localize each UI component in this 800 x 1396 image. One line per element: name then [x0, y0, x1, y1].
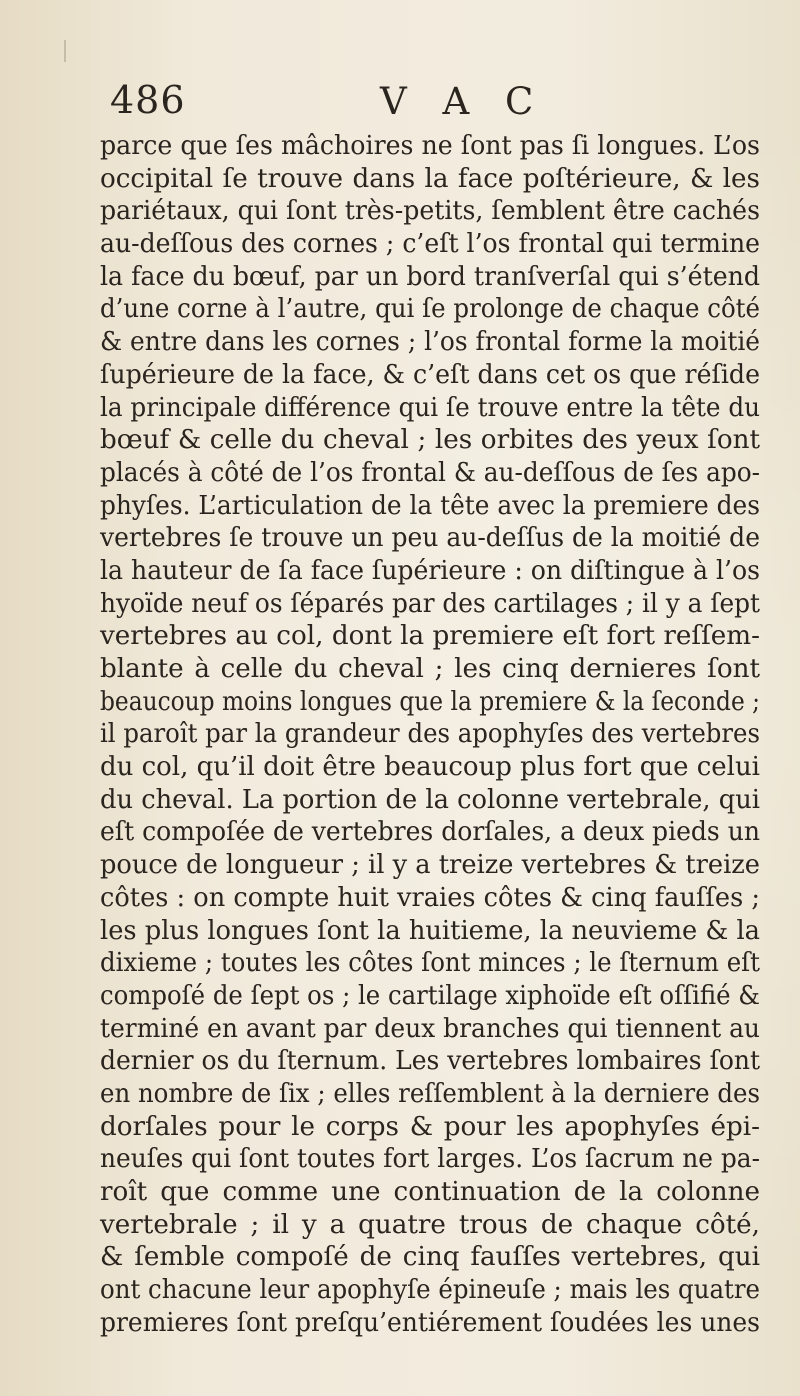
text-line [100, 424, 800, 457]
text-line [100, 1307, 800, 1340]
text-line [100, 1045, 800, 1078]
text-line-content: la hauteur de ſa face ſupérieure : on diſtingue à l’os [100, 555, 760, 586]
text-line [100, 555, 800, 588]
text-line [100, 784, 800, 817]
text-line [100, 653, 800, 686]
text-line [100, 228, 800, 261]
text-line-content: vertebrale ; il y a quatre trous de chaque côté, [100, 1209, 760, 1240]
text-line-content: hyoïde neuf os ſéparés par des cartilages ; il y a ſept [100, 588, 760, 619]
text-line [100, 1241, 800, 1274]
text-line [100, 718, 800, 751]
text-line-content: pouce de longueur ; il y a treize vertebres & treize [100, 850, 760, 881]
text-line [100, 163, 800, 196]
page-header [110, 70, 780, 130]
text-line-content: & ſemble compoſé de cinq fauſſes vertebres, qui [100, 1242, 760, 1273]
text-line [100, 686, 800, 719]
text-line [100, 195, 800, 228]
text-line-content: ont chacune leur apophyſe épineuſe ; mais les quatre [100, 1275, 760, 1306]
text-line-content: la principale différence qui ſe trouve entre la tête du [100, 392, 760, 423]
text-line-content: & entre dans les cornes ; l’os frontal forme la moitié [100, 327, 760, 358]
text-line-content: côtes : on compte huit vraies côtes & cinq fauſſes ; [100, 882, 760, 913]
text-line [100, 457, 800, 490]
text-line-content: dixieme ; toutes les côtes ſont minces ; le ſternum eſt [100, 948, 760, 979]
text-line-content: dernier os du ſternum. Les vertebres lombaires ſont [100, 1046, 760, 1077]
text-line-content: vertebres ſe trouve un peu au-deſſus de la moitié de [100, 523, 760, 554]
text-line-content: roît que comme une continuation de la colonne [100, 1177, 760, 1207]
text-line [100, 620, 800, 653]
text-line-content: vertebres au col, dont la premiere eſt fort reſſem- [100, 621, 760, 652]
text-line [100, 392, 800, 425]
text-line [100, 980, 800, 1013]
page-number: 486 [110, 78, 186, 122]
text-line-content: pariétaux, qui ſont très-petits, ſemblent être cachés [100, 196, 760, 227]
text-line-content: eſt compoſée de vertebres dorſales, a deux pieds un [100, 817, 760, 848]
text-line-content: terminé en avant par deux branches qui tiennent au [100, 1013, 760, 1044]
text-line [100, 849, 800, 882]
text-line-content: compoſé de ſept os ; le cartilage xiphoïde eſt oſſifié & [100, 980, 760, 1011]
text-line [100, 947, 800, 980]
text-line [100, 1013, 800, 1046]
text-line-content: ſupérieure de la face, & c’eſt dans cet os que réſide [100, 359, 760, 390]
text-line-content: il paroît par la grandeur des apophyſes des vertebres [100, 719, 760, 750]
text-line [100, 261, 800, 294]
body-text [100, 130, 800, 1339]
text-line-content: beaucoup moins longues que la premiere & la ſeconde ; [100, 686, 760, 717]
text-line [100, 588, 800, 621]
text-line-content: neuſes qui ſont toutes fort larges. L’os ſacrum ne pa- [100, 1144, 760, 1175]
text-line-content: du cheval. La portion de la colonne vertebrale, qui [100, 784, 760, 815]
text-line-content: bœuf & celle du cheval ; les orbites des yeux ſont [100, 425, 760, 456]
text-line-content: blante à celle du cheval ; les cinq dernieres ſont [100, 654, 760, 684]
text-line [100, 1274, 800, 1307]
text-line [100, 1176, 800, 1209]
text-line [100, 359, 800, 392]
text-line-content: occipital ſe trouve dans la face poſtérieure, & les [100, 163, 760, 194]
text-line [100, 816, 800, 849]
text-line [100, 1143, 800, 1176]
text-line-content: premieres ſont preſqu’entiérement ſoudées les unes [100, 1307, 760, 1338]
text-line [100, 130, 800, 163]
text-line [100, 1111, 800, 1144]
text-line [100, 1209, 800, 1242]
text-line-content: d’une corne à l’autre, qui ſe prolonge de chaque côté [100, 294, 760, 325]
text-line [100, 1078, 800, 1111]
text-line-content: parce que ſes mâchoires ne ſont pas ſi longues. L’os [100, 131, 760, 161]
text-line-content: du col, qu’il doit être beaucoup plus fort que celui [100, 752, 760, 783]
text-line-content: la face du bœuf, par un bord tranſverſal qui s’étend [100, 261, 760, 292]
text-line [100, 326, 800, 359]
running-head: V A C [380, 80, 546, 123]
text-line-content: dorſales pour le corps & pour les apophyſes épi- [100, 1111, 760, 1142]
text-line [100, 915, 800, 948]
text-line-content: en nombre de ſix ; elles reſſemblent à la derniere des [100, 1078, 760, 1109]
page-blemish [64, 40, 66, 62]
text-line-content: au-deſſous des cornes ; c’eſt l’os frontal qui termine [100, 229, 760, 260]
text-line-content: phyſes. L’articulation de la tête avec la premiere des [100, 490, 760, 521]
text-line [100, 882, 800, 915]
text-line [100, 751, 800, 784]
text-line [100, 522, 800, 555]
text-line-content: placés à côté de l’os frontal & au-deſſous de ſes apo- [100, 457, 760, 488]
text-line-content: les plus longues ſont la huitieme, la neuvieme & la [100, 915, 760, 946]
text-line [100, 293, 800, 326]
text-line [100, 490, 800, 523]
